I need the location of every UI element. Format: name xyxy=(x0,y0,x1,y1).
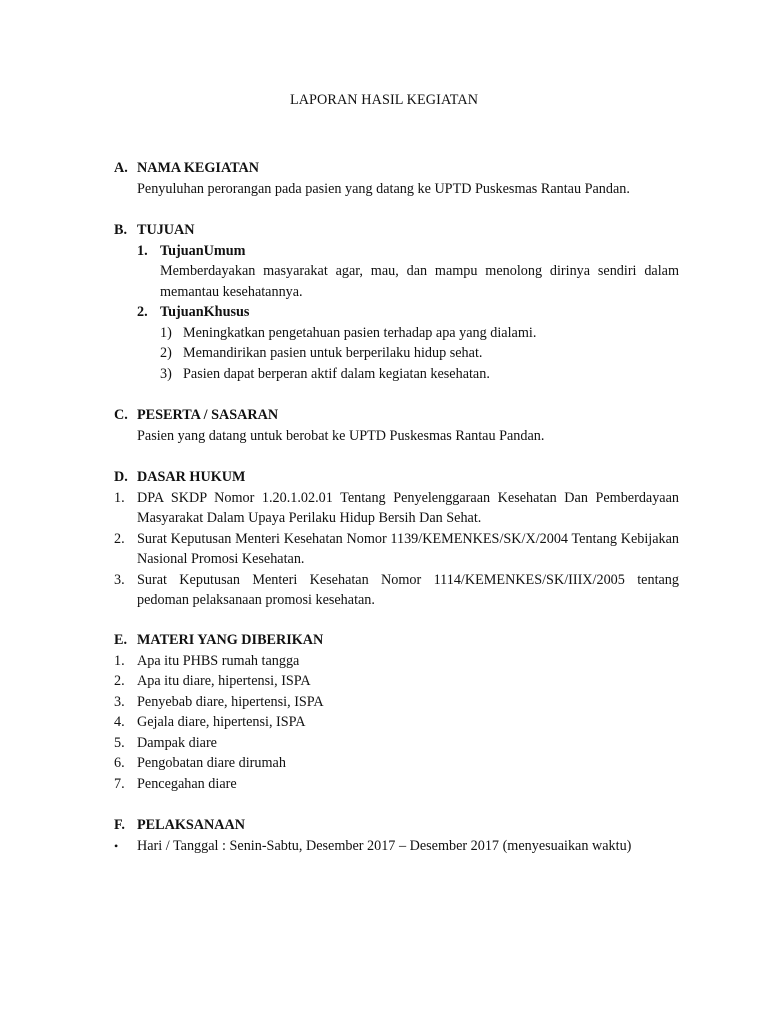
list-item xyxy=(114,488,679,529)
section-letter: B. xyxy=(114,222,128,238)
section-letter: A. xyxy=(114,160,128,176)
section-heading xyxy=(114,630,679,651)
list-item-number: 7. xyxy=(114,775,125,792)
list-item-text: Apa itu diare, hipertensi, ISPA xyxy=(137,673,311,689)
list-item xyxy=(114,733,679,754)
list-item-number: 2. xyxy=(114,673,125,689)
list-item xyxy=(114,692,679,713)
sub-title: TujuanUmum xyxy=(160,242,246,259)
section-materi xyxy=(114,630,679,794)
section-heading xyxy=(114,158,679,179)
list-item xyxy=(160,364,679,385)
list-item-number: 3. xyxy=(114,693,125,710)
list-item-text: Dampak diare xyxy=(137,734,217,751)
list-item-text: Memandirikan pasien untuk berperilaku hidup sehat. xyxy=(183,345,483,361)
list-item-text: Meningkatkan pengetahuan pasien terhadap apa yang dialami. xyxy=(183,324,537,341)
section-heading xyxy=(114,405,679,426)
list-item-number: 2. xyxy=(114,530,125,547)
section-text: Pasien yang datang untuk berobat ke UPTD Puskesmas Rantau Pandan. xyxy=(137,427,545,444)
list-item xyxy=(114,712,679,733)
list-item xyxy=(114,570,679,611)
list-item xyxy=(114,651,679,672)
section-title: PESERTA / SASARAN xyxy=(137,407,279,423)
list-item-number: 2) xyxy=(160,345,172,361)
section-title: MATERI YANG DIBERIKAN xyxy=(137,632,324,648)
section-title: TUJUAN xyxy=(137,222,195,238)
section-letter: C. xyxy=(114,407,128,423)
list-item xyxy=(114,774,679,795)
tujuan-umum-text: Memberdayakan masyarakat agar, mau, dan mampu menolong dirinya sendiri dalam memantau kesehatannya. xyxy=(160,263,679,300)
list-item-number: 3. xyxy=(114,571,125,588)
section-heading xyxy=(114,815,679,836)
list-item xyxy=(114,529,679,570)
section-letter: E. xyxy=(114,632,128,648)
list-item-text: DPA SKDP Nomor 1.20.1.02.01 Tentang Penyelenggaraan Kesehatan Dan Pemberdayaan Masyarakat Dalam Upaya Perilaku Hidup Bersih Dan Sehat. xyxy=(137,489,679,526)
section-peserta-sasaran xyxy=(114,405,679,446)
list-item xyxy=(160,323,679,344)
section-dasar-hukum xyxy=(114,467,679,611)
section-title: PELAKSANAAN xyxy=(137,817,245,833)
list-item-number: 4. xyxy=(114,714,125,730)
list-item-number: 1) xyxy=(160,324,172,341)
list-item-text: Pengobatan diare dirumah xyxy=(137,755,286,771)
section-heading xyxy=(114,220,679,241)
sub-number: 1. xyxy=(137,242,148,259)
list-item-number: 6. xyxy=(114,755,125,771)
tujuan-umum-heading xyxy=(137,241,679,262)
bullet-icon: • xyxy=(114,838,119,853)
list-item-text: Surat Keputusan Menteri Kesehatan Nomor 1114/KEMENKES/SK/IIIX/2005 tentang pedoman pelaksanaan promosi kesehatan. xyxy=(137,571,679,608)
section-title: NAMA KEGIATAN xyxy=(137,160,260,176)
list-item-text: Pencegahan diare xyxy=(137,775,237,792)
section-nama-kegiatan xyxy=(114,158,679,199)
section-letter: D. xyxy=(114,469,128,485)
list-item-text: Penyebab diare, hipertensi, ISPA xyxy=(137,693,324,710)
sub-number: 2. xyxy=(137,304,148,320)
section-tujuan xyxy=(114,220,679,384)
list-item-text: Pasien dapat berperan aktif dalam kegiatan kesehatan. xyxy=(183,365,490,382)
list-item-text: Apa itu PHBS rumah tangga xyxy=(137,652,300,669)
section-pelaksanaan xyxy=(114,815,679,856)
list-item-text: Gejala diare, hipertensi, ISPA xyxy=(137,714,306,730)
list-item xyxy=(114,671,679,692)
section-heading xyxy=(114,467,679,488)
section-text: Penyuluhan perorangan pada pasien yang datang ke UPTD Puskesmas Rantau Pandan. xyxy=(137,180,630,197)
bullet-text: Hari / Tanggal : Senin-Sabtu, Desember 2017 – Desember 2017 (menyesuaikan waktu) xyxy=(137,837,632,854)
sub-title: TujuanKhusus xyxy=(160,304,250,320)
list-item-number: 5. xyxy=(114,734,125,751)
list-item-text: Surat Keputusan Menteri Kesehatan Nomor 1139/KEMENKES/SK/X/2004 Tentang Kebijakan Nasional Promosi Kesehatan. xyxy=(137,530,679,567)
bullet-item xyxy=(114,836,679,857)
tujuan-khusus-heading xyxy=(137,302,679,323)
list-item xyxy=(114,753,679,774)
list-item-number: 1. xyxy=(114,652,125,669)
list-item xyxy=(160,343,679,364)
document-title: LAPORAN HASIL KEGIATAN xyxy=(289,92,479,108)
list-item-number: 1. xyxy=(114,489,125,506)
section-letter: F. xyxy=(114,817,125,833)
section-title: DASAR HUKUM xyxy=(137,469,246,485)
tujuan-khusus-list xyxy=(137,323,679,385)
list-item-number: 3) xyxy=(160,365,172,382)
